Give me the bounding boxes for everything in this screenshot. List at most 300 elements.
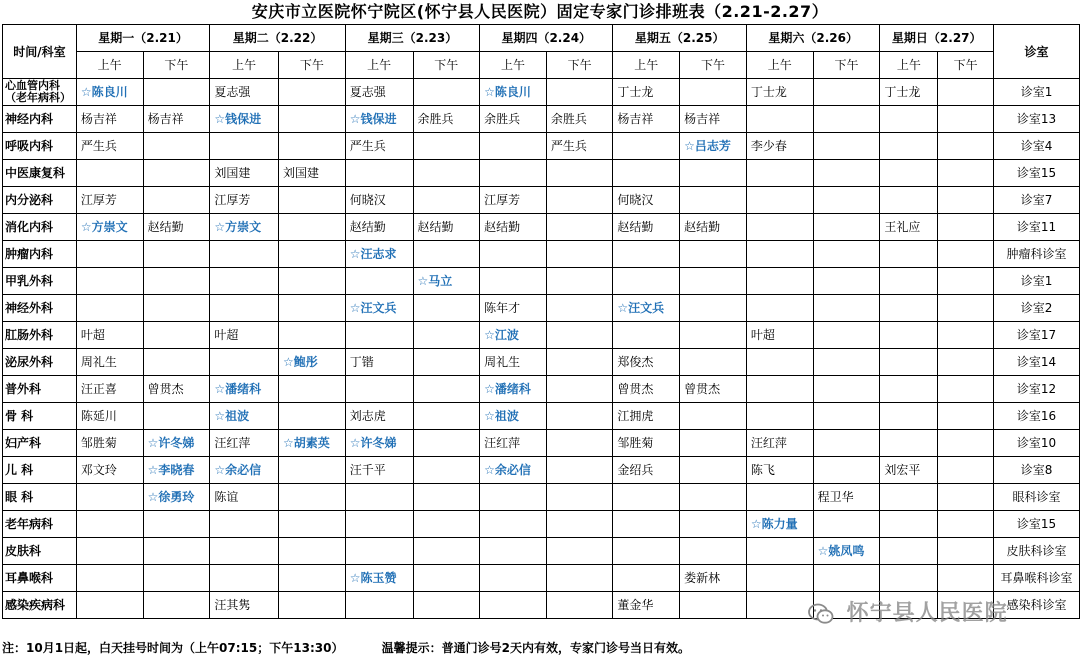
dept-cell: 肛肠外科: [3, 322, 77, 349]
doctor-cell: [880, 511, 938, 538]
doctor-cell: [613, 133, 680, 160]
room-cell: 眼科诊室: [994, 484, 1080, 511]
expert-doctor-cell: ☆潘绪科: [480, 376, 547, 403]
doctor-cell: [746, 187, 813, 214]
dept-cell: 皮肤科: [3, 538, 77, 565]
validity-tip: 温馨提示：普通门诊号2天内有效，专家门诊号当日有效。: [381, 641, 690, 655]
room-cell: 诊室8: [994, 457, 1080, 484]
table-row: [3, 214, 1080, 241]
expert-doctor-cell: ☆陈良川: [76, 79, 143, 106]
expert-doctor-cell: ☆胡素英: [279, 430, 346, 457]
table-row: [3, 349, 1080, 376]
doctor-cell: [546, 160, 613, 187]
doctor-cell: [813, 430, 880, 457]
doctor-cell: 严生兵: [546, 133, 613, 160]
doctor-cell: [813, 565, 880, 592]
header-row-ampm: [3, 52, 1080, 79]
room-cell: 诊室12: [994, 376, 1080, 403]
doctor-cell: [413, 295, 480, 322]
expert-doctor-cell: ☆祖波: [480, 403, 547, 430]
doctor-cell: [813, 133, 880, 160]
doctor-cell: [546, 457, 613, 484]
doctor-cell: [413, 187, 480, 214]
room-header: 诊室: [994, 25, 1080, 79]
doctor-cell: [938, 160, 994, 187]
doctor-cell: 刘国建: [210, 160, 279, 187]
doctor-cell: [279, 511, 346, 538]
expert-doctor-cell: ☆汪文兵: [345, 295, 413, 322]
expert-doctor-cell: ☆钱保进: [345, 106, 413, 133]
doctor-cell: [746, 241, 813, 268]
day-header-wed: 星期三（2.23）: [345, 25, 479, 52]
doctor-cell: [345, 511, 413, 538]
table-row: [3, 268, 1080, 295]
doctor-cell: [546, 268, 613, 295]
doctor-cell: [546, 376, 613, 403]
doctor-cell: [76, 592, 143, 619]
doctor-cell: [746, 106, 813, 133]
doctor-cell: 汪其隽: [210, 592, 279, 619]
doctor-cell: [613, 565, 680, 592]
doctor-cell: [813, 511, 880, 538]
doctor-cell: 汪红萍: [480, 430, 547, 457]
doctor-cell: 王礼应: [880, 214, 938, 241]
doctor-cell: [279, 457, 346, 484]
doctor-cell: 陈谊: [210, 484, 279, 511]
doctor-cell: 严生兵: [345, 133, 413, 160]
doctor-cell: 刘宏平: [880, 457, 938, 484]
doctor-cell: [345, 484, 413, 511]
doctor-cell: [813, 160, 880, 187]
doctor-cell: [413, 376, 480, 403]
doctor-cell: 赵结勤: [613, 214, 680, 241]
doctor-cell: [680, 430, 747, 457]
expert-doctor-cell: ☆潘绪科: [210, 376, 279, 403]
doctor-cell: [746, 484, 813, 511]
doctor-cell: [938, 187, 994, 214]
doctor-cell: [680, 322, 747, 349]
doctor-cell: [76, 484, 143, 511]
doctor-cell: [546, 511, 613, 538]
doctor-cell: [680, 268, 747, 295]
day-header-thu: 星期四（2.24）: [480, 25, 613, 52]
am-header: 上午: [880, 52, 938, 79]
doctor-cell: [210, 511, 279, 538]
doctor-cell: 曾贯杰: [143, 376, 210, 403]
expert-doctor-cell: ☆许冬娣: [143, 430, 210, 457]
doctor-cell: 江拥虎: [613, 403, 680, 430]
doctor-cell: [279, 322, 346, 349]
doctor-cell: 夏志强: [210, 79, 279, 106]
doctor-cell: 余胜兵: [413, 106, 480, 133]
table-row: [3, 430, 1080, 457]
doctor-cell: [279, 133, 346, 160]
pm-header: 下午: [938, 52, 994, 79]
dept-cell: 甲乳外科: [3, 268, 77, 295]
doctor-cell: [938, 322, 994, 349]
table-row: [3, 160, 1080, 187]
schedule-table: [2, 24, 1080, 619]
doctor-cell: 何晓汉: [613, 187, 680, 214]
doctor-cell: 赵结勤: [680, 214, 747, 241]
doctor-cell: [480, 511, 547, 538]
expert-doctor-cell: ☆鲍彤: [279, 349, 346, 376]
doctor-cell: [279, 403, 346, 430]
doctor-cell: [413, 403, 480, 430]
doctor-cell: 赵结勤: [413, 214, 480, 241]
doctor-cell: [279, 106, 346, 133]
room-cell: 诊室13: [994, 106, 1080, 133]
expert-doctor-cell: ☆陈玉赞: [345, 565, 413, 592]
doctor-cell: 邹胜菊: [76, 430, 143, 457]
doctor-cell: [938, 484, 994, 511]
day-header-sun: 星期日（2.27）: [880, 25, 994, 52]
doctor-cell: [546, 79, 613, 106]
doctor-cell: 叶超: [746, 322, 813, 349]
doctor-cell: [880, 430, 938, 457]
doctor-cell: 陈年才: [480, 295, 547, 322]
doctor-cell: [746, 349, 813, 376]
watermark-text: 怀宁县人民医院: [846, 601, 1008, 626]
table-row: [3, 295, 1080, 322]
doctor-cell: [813, 187, 880, 214]
footer-note: [2, 636, 1078, 660]
room-cell: 诊室15: [994, 160, 1080, 187]
dept-cell: 中医康复科: [3, 160, 77, 187]
doctor-cell: [345, 376, 413, 403]
pm-header: 下午: [546, 52, 613, 79]
pm-header: 下午: [413, 52, 480, 79]
doctor-cell: [413, 484, 480, 511]
doctor-cell: [880, 484, 938, 511]
dept-cell: 消化内科: [3, 214, 77, 241]
doctor-cell: [938, 106, 994, 133]
doctor-cell: [880, 322, 938, 349]
pm-header: 下午: [143, 52, 210, 79]
doctor-cell: [746, 538, 813, 565]
room-cell: 肿瘤科诊室: [994, 241, 1080, 268]
doctor-cell: [938, 457, 994, 484]
doctor-cell: [546, 214, 613, 241]
doctor-cell: [680, 187, 747, 214]
doctor-cell: 江厚芳: [480, 187, 547, 214]
day-header-tue: 星期二（2.22）: [210, 25, 345, 52]
doctor-cell: [480, 160, 547, 187]
doctor-cell: [746, 565, 813, 592]
doctor-cell: 赵结勤: [345, 214, 413, 241]
doctor-cell: [938, 430, 994, 457]
doctor-cell: [546, 349, 613, 376]
doctor-cell: [613, 511, 680, 538]
am-header: 上午: [76, 52, 143, 79]
room-cell: 诊室1: [994, 268, 1080, 295]
doctor-cell: 陈延川: [76, 403, 143, 430]
doctor-cell: [938, 349, 994, 376]
doctor-cell: [546, 592, 613, 619]
room-cell: 诊室14: [994, 349, 1080, 376]
doctor-cell: [680, 457, 747, 484]
dept-cell: 儿 科: [3, 457, 77, 484]
doctor-cell: 周礼生: [76, 349, 143, 376]
dept-cell: 心血管内科（老年病科）: [3, 79, 77, 106]
doctor-cell: [279, 241, 346, 268]
table-row: [3, 322, 1080, 349]
doctor-cell: [279, 538, 346, 565]
doctor-cell: 汪千平: [345, 457, 413, 484]
doctor-cell: [880, 349, 938, 376]
doctor-cell: [546, 295, 613, 322]
doctor-cell: [76, 511, 143, 538]
doctor-cell: 曾贯杰: [680, 376, 747, 403]
doctor-cell: 陈飞: [746, 457, 813, 484]
doctor-cell: [210, 538, 279, 565]
am-header: 上午: [210, 52, 279, 79]
doctor-cell: 江厚芳: [76, 187, 143, 214]
doctor-cell: [76, 295, 143, 322]
expert-doctor-cell: ☆徐勇玲: [143, 484, 210, 511]
header-row-days: [3, 25, 1080, 52]
doctor-cell: [813, 322, 880, 349]
doctor-cell: [680, 403, 747, 430]
doctor-cell: [345, 592, 413, 619]
doctor-cell: [413, 457, 480, 484]
day-header-sat: 星期六（2.26）: [746, 25, 880, 52]
doctor-cell: [143, 160, 210, 187]
doctor-cell: [813, 79, 880, 106]
table-row: [3, 241, 1080, 268]
doctor-cell: [279, 295, 346, 322]
doctor-cell: 刘志虎: [345, 403, 413, 430]
room-cell: 诊室17: [994, 322, 1080, 349]
doctor-cell: 丁士龙: [880, 79, 938, 106]
dept-cell: 神经内科: [3, 106, 77, 133]
room-cell: 诊室11: [994, 214, 1080, 241]
doctor-cell: 杨吉祥: [143, 106, 210, 133]
doctor-cell: [880, 565, 938, 592]
doctor-cell: [880, 187, 938, 214]
am-header: 上午: [746, 52, 813, 79]
doctor-cell: [746, 403, 813, 430]
doctor-cell: 邹胜菊: [613, 430, 680, 457]
room-cell: 诊室16: [994, 403, 1080, 430]
doctor-cell: [546, 538, 613, 565]
doctor-cell: [279, 79, 346, 106]
doctor-cell: [480, 241, 547, 268]
doctor-cell: [143, 295, 210, 322]
doctor-cell: [143, 403, 210, 430]
doctor-cell: [143, 349, 210, 376]
doctor-cell: [76, 160, 143, 187]
dept-cell: 老年病科: [3, 511, 77, 538]
doctor-cell: [143, 565, 210, 592]
doctor-cell: 丁士龙: [613, 79, 680, 106]
doctor-cell: [813, 268, 880, 295]
doctor-cell: [680, 484, 747, 511]
doctor-cell: [210, 295, 279, 322]
doctor-cell: [680, 538, 747, 565]
doctor-cell: [279, 592, 346, 619]
doctor-cell: 江厚芳: [210, 187, 279, 214]
schedule-body: [3, 79, 1080, 619]
doctor-cell: [546, 241, 613, 268]
doctor-cell: [546, 565, 613, 592]
doctor-cell: [880, 295, 938, 322]
expert-doctor-cell: ☆许冬娣: [345, 430, 413, 457]
doctor-cell: [613, 538, 680, 565]
doctor-cell: [680, 160, 747, 187]
doctor-cell: [880, 106, 938, 133]
wechat-icon: [808, 603, 834, 625]
doctor-cell: [413, 79, 480, 106]
expert-doctor-cell: ☆姚凤鸣: [813, 538, 880, 565]
day-header-mon: 星期一（2.21）: [76, 25, 210, 52]
am-header: 上午: [480, 52, 547, 79]
doctor-cell: [480, 592, 547, 619]
doctor-cell: [210, 133, 279, 160]
doctor-cell: 丁士龙: [746, 79, 813, 106]
table-row: [3, 457, 1080, 484]
doctor-cell: [279, 376, 346, 403]
doctor-cell: [813, 376, 880, 403]
doctor-cell: [613, 484, 680, 511]
am-header: 上午: [613, 52, 680, 79]
doctor-cell: [813, 349, 880, 376]
doctor-cell: [413, 511, 480, 538]
doctor-cell: 董金华: [613, 592, 680, 619]
pm-header: 下午: [680, 52, 747, 79]
doctor-cell: [143, 268, 210, 295]
expert-doctor-cell: ☆陈力量: [746, 511, 813, 538]
doctor-cell: [938, 511, 994, 538]
doctor-cell: [210, 268, 279, 295]
doctor-cell: 余胜兵: [546, 106, 613, 133]
doctor-cell: [613, 160, 680, 187]
doctor-cell: [143, 241, 210, 268]
doctor-cell: [279, 268, 346, 295]
watermark: [808, 597, 1008, 631]
room-cell: 耳鼻喉科诊室: [994, 565, 1080, 592]
doctor-cell: 叶超: [76, 322, 143, 349]
room-cell: 皮肤科诊室: [994, 538, 1080, 565]
dept-cell: 妇产科: [3, 430, 77, 457]
table-row: [3, 79, 1080, 106]
room-cell: 诊室10: [994, 430, 1080, 457]
doctor-cell: 李少春: [746, 133, 813, 160]
doctor-cell: [680, 349, 747, 376]
doctor-cell: [938, 565, 994, 592]
doctor-cell: [279, 214, 346, 241]
doctor-cell: 娄新林: [680, 565, 747, 592]
doctor-cell: [480, 268, 547, 295]
doctor-cell: 叶超: [210, 322, 279, 349]
room-cell: 诊室1: [994, 79, 1080, 106]
doctor-cell: [345, 538, 413, 565]
day-header-fri: 星期五（2.25）: [613, 25, 747, 52]
doctor-cell: [413, 241, 480, 268]
doctor-cell: [813, 241, 880, 268]
doctor-cell: [546, 484, 613, 511]
doctor-cell: [345, 322, 413, 349]
doctor-cell: [880, 403, 938, 430]
doctor-cell: [813, 214, 880, 241]
doctor-cell: 杨吉祥: [680, 106, 747, 133]
doctor-cell: [680, 511, 747, 538]
table-row: [3, 403, 1080, 430]
table-row: [3, 106, 1080, 133]
room-cell: 诊室7: [994, 187, 1080, 214]
doctor-cell: [938, 214, 994, 241]
table-row: [3, 376, 1080, 403]
dept-cell: 内分泌科: [3, 187, 77, 214]
doctor-cell: [813, 106, 880, 133]
doctor-cell: 邓文玲: [76, 457, 143, 484]
dept-cell: 眼 科: [3, 484, 77, 511]
doctor-cell: [210, 565, 279, 592]
table-row: [3, 538, 1080, 565]
doctor-cell: [413, 160, 480, 187]
dept-cell: 普外科: [3, 376, 77, 403]
doctor-cell: [938, 241, 994, 268]
doctor-cell: [413, 349, 480, 376]
doctor-cell: 程卫华: [813, 484, 880, 511]
doctor-cell: [413, 592, 480, 619]
doctor-cell: [480, 484, 547, 511]
dept-cell: 呼吸内科: [3, 133, 77, 160]
expert-doctor-cell: ☆钱保进: [210, 106, 279, 133]
doctor-cell: [746, 295, 813, 322]
corner-header: 时间/科室: [3, 25, 77, 79]
doctor-cell: [613, 322, 680, 349]
dept-cell: 神经外科: [3, 295, 77, 322]
doctor-cell: [480, 565, 547, 592]
doctor-cell: [413, 538, 480, 565]
expert-doctor-cell: ☆余必信: [210, 457, 279, 484]
doctor-cell: 杨吉祥: [613, 106, 680, 133]
doctor-cell: [880, 241, 938, 268]
doctor-cell: [413, 322, 480, 349]
doctor-cell: [143, 511, 210, 538]
doctor-cell: 余胜兵: [480, 106, 547, 133]
doctor-cell: [680, 592, 747, 619]
expert-doctor-cell: ☆吕志芳: [680, 133, 747, 160]
doctor-cell: 金绍兵: [613, 457, 680, 484]
doctor-cell: [413, 133, 480, 160]
dept-cell: 耳鼻喉科: [3, 565, 77, 592]
doctor-cell: [938, 376, 994, 403]
doctor-cell: [345, 268, 413, 295]
room-cell: 诊室2: [994, 295, 1080, 322]
doctor-cell: [680, 295, 747, 322]
doctor-cell: [76, 565, 143, 592]
doctor-cell: [746, 160, 813, 187]
doctor-cell: [613, 268, 680, 295]
expert-doctor-cell: ☆汪志求: [345, 241, 413, 268]
expert-doctor-cell: ☆江波: [480, 322, 547, 349]
room-cell: 诊室15: [994, 511, 1080, 538]
doctor-cell: [938, 403, 994, 430]
dept-cell: 泌尿外科: [3, 349, 77, 376]
doctor-cell: 夏志强: [345, 79, 413, 106]
doctor-cell: [746, 214, 813, 241]
doctor-cell: [143, 79, 210, 106]
expert-doctor-cell: ☆祖波: [210, 403, 279, 430]
dept-cell: 肿瘤内科: [3, 241, 77, 268]
table-row: [3, 565, 1080, 592]
expert-doctor-cell: ☆方崇文: [210, 214, 279, 241]
doctor-cell: [880, 268, 938, 295]
doctor-cell: [813, 457, 880, 484]
am-header: 上午: [345, 52, 413, 79]
